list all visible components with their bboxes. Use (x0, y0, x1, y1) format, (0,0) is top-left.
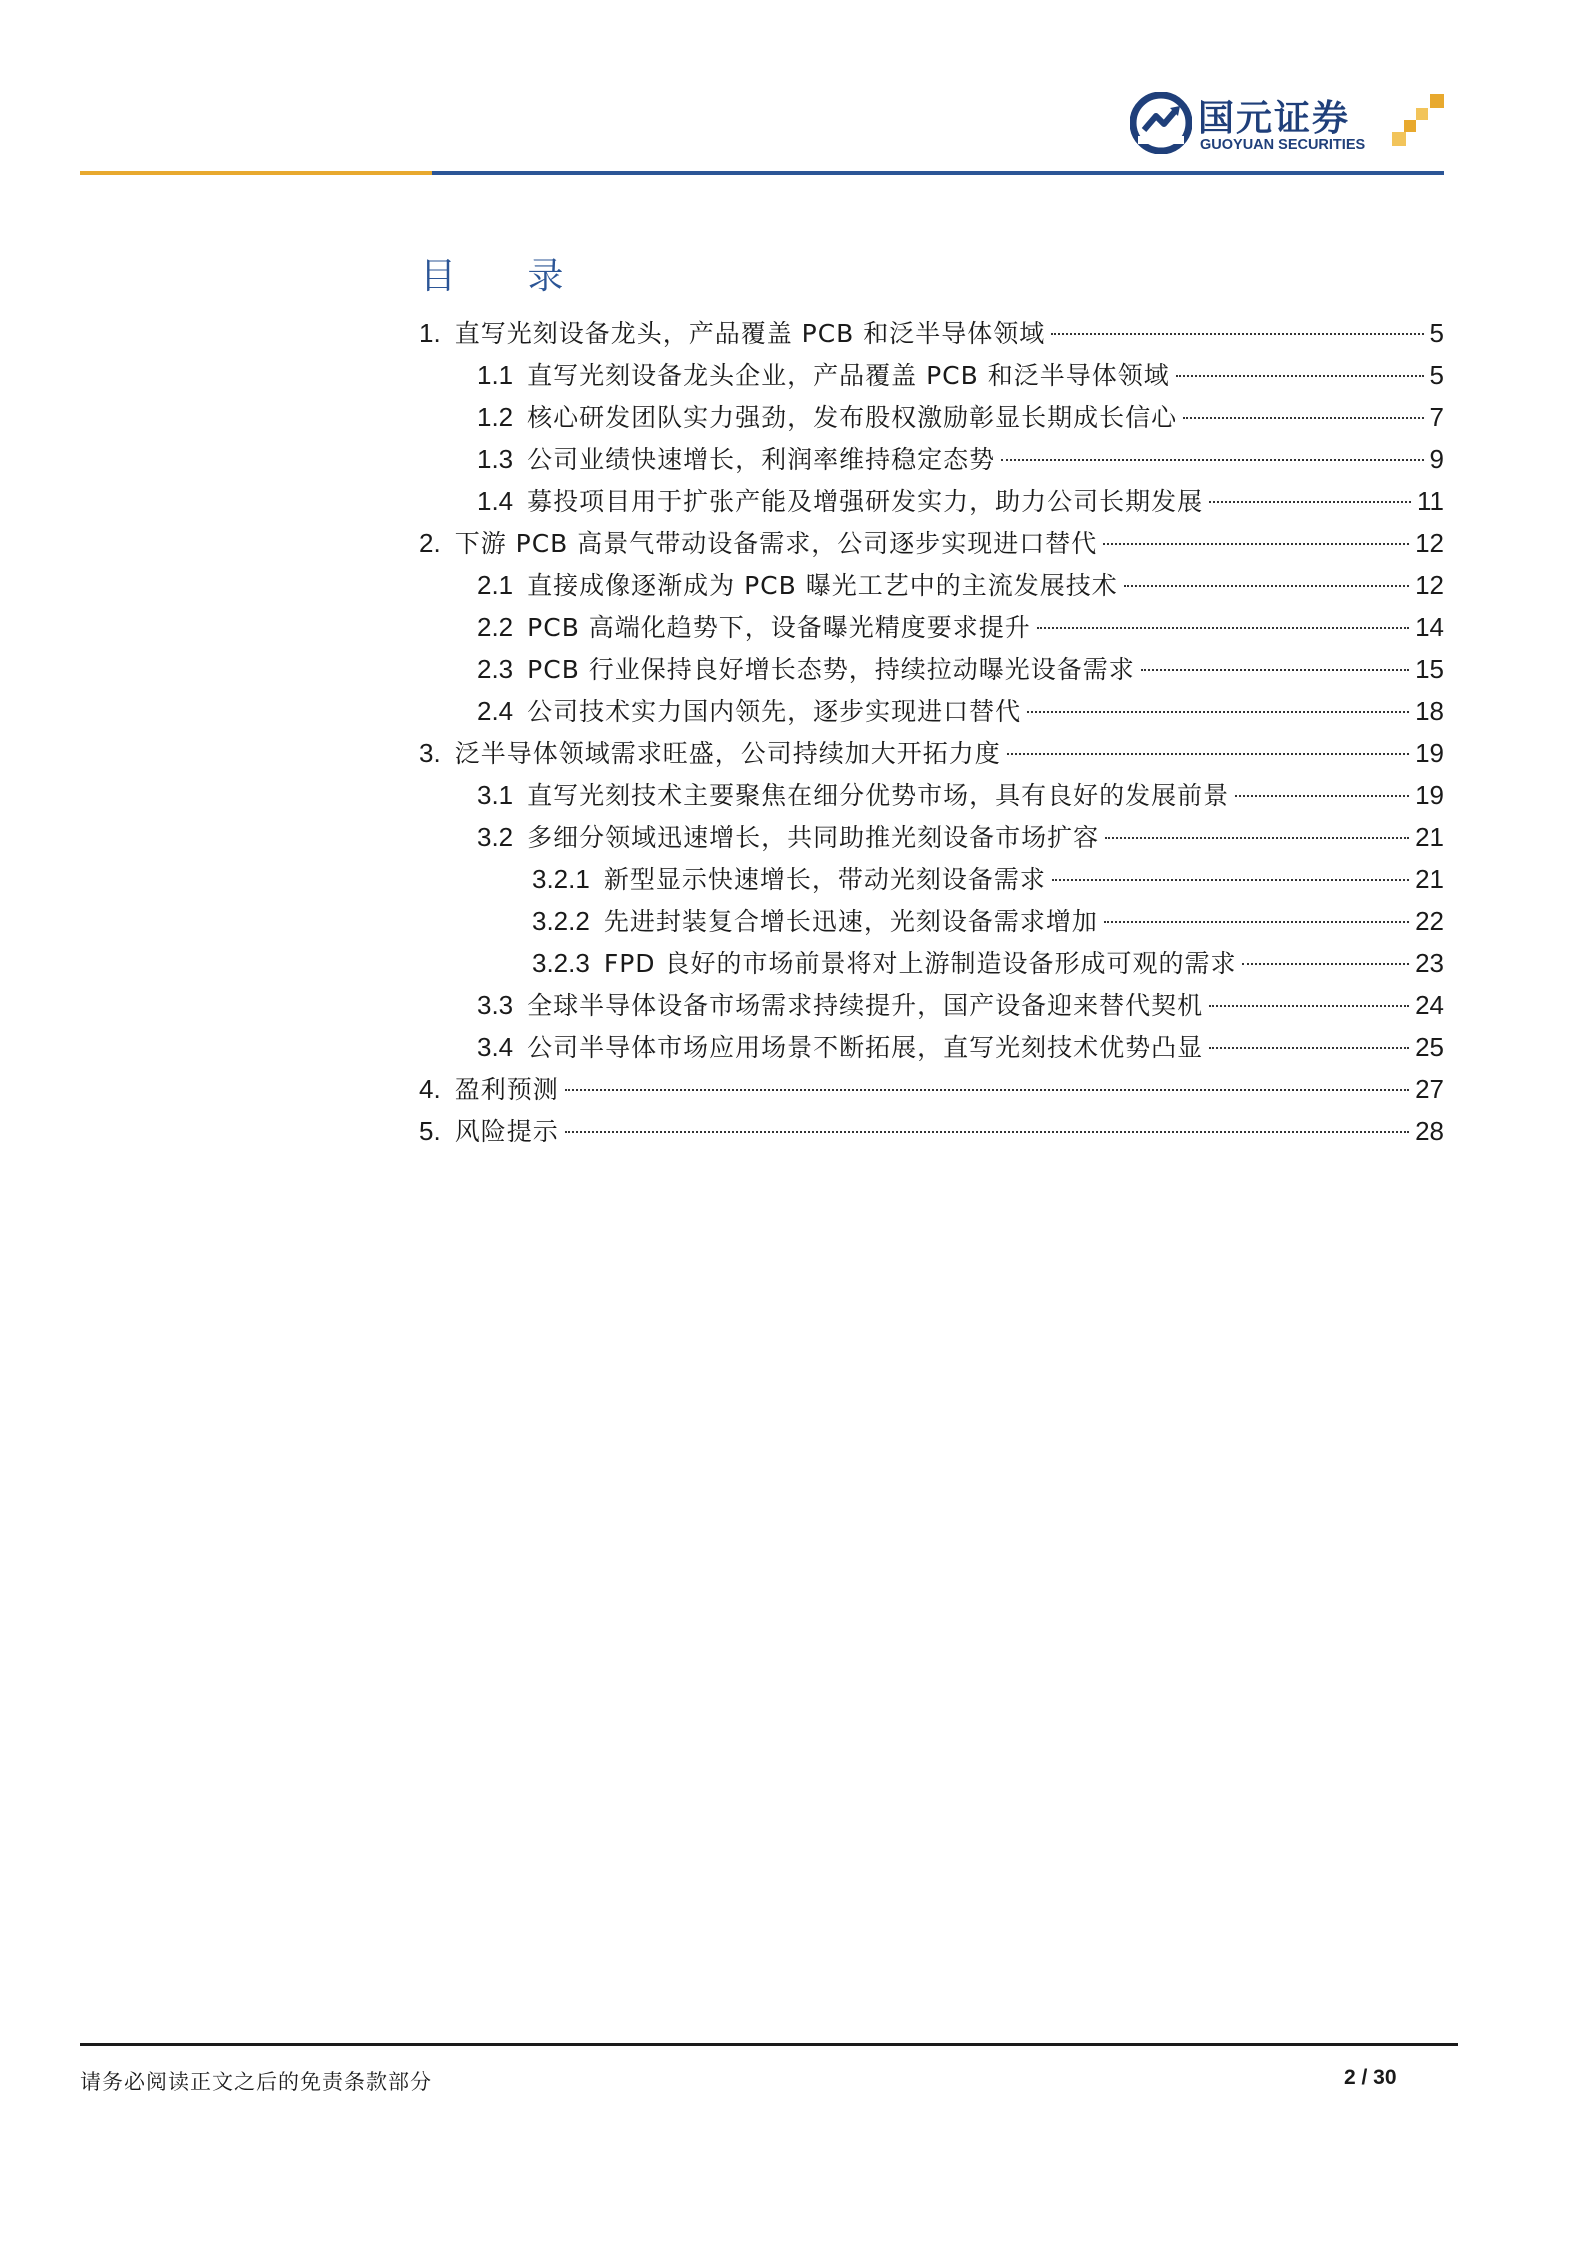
toc-entry[interactable] (477, 690, 1444, 732)
toc-entry-number: 3.1 (477, 780, 514, 810)
toc-entry[interactable] (532, 900, 1444, 942)
toc-leader-dots (1037, 627, 1409, 629)
toc-entry[interactable] (419, 732, 1444, 774)
toc-entry-number: 1.1 (477, 360, 514, 390)
logo-chinese-name: 国元证券 (1198, 98, 1351, 139)
toc-entry-text: 风险提示 (454, 1117, 559, 1146)
toc-entry-text: 直接成像逐渐成为 PCB 曝光工艺中的主流发展技术 (527, 571, 1118, 600)
toc-entry-number: 3.2.2 (532, 906, 590, 936)
toc-entry-label (477, 606, 1031, 649)
toc-entry[interactable] (477, 1026, 1444, 1068)
toc-entry-number: 1.2 (477, 402, 514, 432)
toc-leader-dots (1209, 1047, 1409, 1049)
toc-title: 目 录 (420, 256, 594, 297)
toc-entry[interactable] (477, 564, 1444, 606)
toc-entry[interactable] (477, 984, 1444, 1026)
toc-entry-text: 公司半导体市场应用场景不断拓展，直写光刻技术优势凸显 (527, 1033, 1204, 1062)
company-logo (1130, 90, 1450, 160)
toc-entry[interactable] (477, 816, 1444, 858)
toc-entry-label (419, 732, 1001, 775)
toc-entry-text: 全球半导体设备市场需求持续提升，国产设备迎来替代契机 (527, 991, 1204, 1020)
toc-entry-page: 22 (1415, 906, 1444, 936)
header-rule-blue (432, 171, 1444, 175)
toc-entry-number: 2. (419, 528, 441, 558)
toc-leader-dots (1183, 417, 1423, 419)
toc-leader-dots (1124, 585, 1409, 587)
toc-leader-dots (565, 1131, 1409, 1133)
toc-entry-label (419, 312, 1045, 355)
toc-entry-label (477, 480, 1203, 523)
toc-entry-page: 19 (1415, 780, 1444, 810)
toc-entry-page: 14 (1415, 612, 1444, 642)
toc-entry-page: 21 (1415, 822, 1444, 852)
toc-entry-text: 新型显示快速增长，带动光刻设备需求 (603, 865, 1046, 894)
toc-entry-page: 23 (1415, 948, 1444, 978)
toc-entry-number: 1.3 (477, 444, 514, 474)
toc-entry-page: 25 (1415, 1032, 1444, 1062)
toc-leader-dots (1242, 963, 1409, 965)
toc-entry[interactable] (477, 438, 1444, 480)
toc-entry-number: 2.4 (477, 696, 514, 726)
toc-entry[interactable] (477, 648, 1444, 690)
toc-entry-page: 18 (1415, 696, 1444, 726)
toc-entry[interactable] (419, 312, 1444, 354)
toc-entry-number: 1. (419, 318, 441, 348)
toc-entry-label (477, 816, 1099, 859)
toc-leader-dots (1176, 375, 1424, 377)
logo-emblem-icon (1130, 92, 1192, 154)
toc-entry-text: 多细分领域迅速增长，共同助推光刻设备市场扩容 (527, 823, 1100, 852)
toc-entry-label (477, 438, 995, 481)
toc-entry[interactable] (477, 396, 1444, 438)
toc-entry-page: 27 (1415, 1074, 1444, 1104)
toc-entry-label (477, 774, 1229, 817)
toc-entry-label (477, 1026, 1203, 1069)
toc-leader-dots (1007, 753, 1409, 755)
toc-entry-page: 12 (1415, 570, 1444, 600)
toc-entry-text: 直写光刻设备龙头，产品覆盖 PCB 和泛半导体领域 (454, 319, 1046, 348)
toc-leader-dots (1209, 501, 1411, 503)
logo-squares-icon (1392, 94, 1452, 154)
toc-leader-dots (1235, 795, 1409, 797)
toc-entry-page: 9 (1429, 444, 1444, 474)
toc-entry[interactable] (477, 354, 1444, 396)
toc-entry[interactable] (532, 858, 1444, 900)
toc-entry-label (532, 900, 1098, 943)
toc-entry-text: 泛半导体领域需求旺盛，公司持续加大开拓力度 (454, 739, 1001, 768)
toc-entry-text: 直写光刻设备龙头企业，产品覆盖 PCB 和泛半导体领域 (527, 361, 1170, 390)
toc-entry-label (477, 648, 1135, 691)
toc-leader-dots (1104, 921, 1409, 923)
toc-entry-number: 2.2 (477, 612, 514, 642)
toc-entry-text: PCB 行业保持良好增长态势，持续拉动曝光设备需求 (527, 655, 1135, 684)
toc-entry-number: 1.4 (477, 486, 514, 516)
toc-leader-dots (565, 1089, 1409, 1091)
toc-leader-dots (1209, 1005, 1409, 1007)
toc-entry-page: 7 (1429, 402, 1444, 432)
toc-leader-dots (1001, 459, 1423, 461)
toc-entry-text: 下游 PCB 高景气带动设备需求，公司逐步实现进口替代 (454, 529, 1098, 558)
toc-entry-number: 4. (419, 1074, 441, 1104)
toc-entry-text: 先进封装复合增长迅速，光刻设备需求增加 (603, 907, 1098, 936)
toc-entry-label (477, 396, 1177, 439)
toc-entry-number: 2.3 (477, 654, 514, 684)
toc-entry-number: 3. (419, 738, 441, 768)
toc-entry-text: 核心研发团队实力强劲，发布股权激励彰显长期成长信心 (527, 403, 1178, 432)
toc-leader-dots (1141, 669, 1409, 671)
toc-entry-text: 直写光刻技术主要聚焦在细分优势市场，具有良好的发展前景 (527, 781, 1230, 810)
toc-entry-number: 3.2 (477, 822, 514, 852)
toc-entry-label (477, 564, 1118, 607)
toc-entry-number: 5. (419, 1116, 441, 1146)
toc-entry-number: 2.1 (477, 570, 514, 600)
toc-leader-dots (1103, 543, 1409, 545)
toc-entry[interactable] (477, 606, 1444, 648)
logo-english-name: GUOYUAN SECURITIES (1200, 137, 1366, 153)
toc-entry[interactable] (419, 1110, 1444, 1152)
toc-entry-text: FPD 良好的市场前景将对上游制造设备形成可观的需求 (603, 949, 1237, 978)
toc-entry-text: 募投项目用于扩张产能及增强研发实力，助力公司长期发展 (527, 487, 1204, 516)
toc-entry-page: 11 (1417, 486, 1444, 516)
toc-entry[interactable] (419, 522, 1444, 564)
toc-entry[interactable] (477, 774, 1444, 816)
toc-entry-label (419, 1110, 559, 1153)
footer-disclaimer: 请务必阅读正文之后的免责条款部分 (80, 2070, 432, 2094)
toc-entry-label (532, 942, 1236, 985)
toc-leader-dots (1105, 837, 1409, 839)
toc-entry-number: 3.4 (477, 1032, 514, 1062)
header-rule-gold (80, 171, 432, 175)
toc-entry-page: 15 (1415, 654, 1444, 684)
toc-entry-number: 3.2.3 (532, 948, 590, 978)
toc-entry-text: 盈利预测 (454, 1075, 559, 1104)
toc-entry-page: 24 (1415, 990, 1444, 1020)
toc-entry-page: 12 (1415, 528, 1444, 558)
toc-entry-label (419, 522, 1097, 565)
toc-entry-page: 5 (1429, 318, 1444, 348)
toc-entry-number: 3.2.1 (532, 864, 590, 894)
toc-entry-label (477, 354, 1170, 397)
toc-entry-label (532, 858, 1046, 901)
toc-entry-page: 19 (1415, 738, 1444, 768)
toc-entry-page: 21 (1415, 864, 1444, 894)
page-indicator: 2 / 30 (1344, 2066, 1397, 2089)
toc-entry[interactable] (419, 1068, 1444, 1110)
toc-entry-number: 3.3 (477, 990, 514, 1020)
toc-entry-text: PCB 高端化趋势下，设备曝光精度要求提升 (527, 613, 1031, 642)
toc-entry-label (477, 984, 1203, 1027)
toc-leader-dots (1051, 333, 1423, 335)
toc-leader-dots (1052, 879, 1409, 881)
toc-entry-page: 28 (1415, 1116, 1444, 1146)
footer-rule (80, 2043, 1458, 2046)
toc-entry-text: 公司业绩快速增长，利润率维持稳定态势 (527, 445, 996, 474)
toc-leader-dots (1027, 711, 1409, 713)
toc-entry[interactable] (532, 942, 1444, 984)
toc-entry-text: 公司技术实力国内领先，逐步实现进口替代 (527, 697, 1022, 726)
toc-entry-label (477, 690, 1021, 733)
toc-entry[interactable] (477, 480, 1444, 522)
toc-entry-page: 5 (1429, 360, 1444, 390)
toc-entry-label (419, 1068, 559, 1111)
